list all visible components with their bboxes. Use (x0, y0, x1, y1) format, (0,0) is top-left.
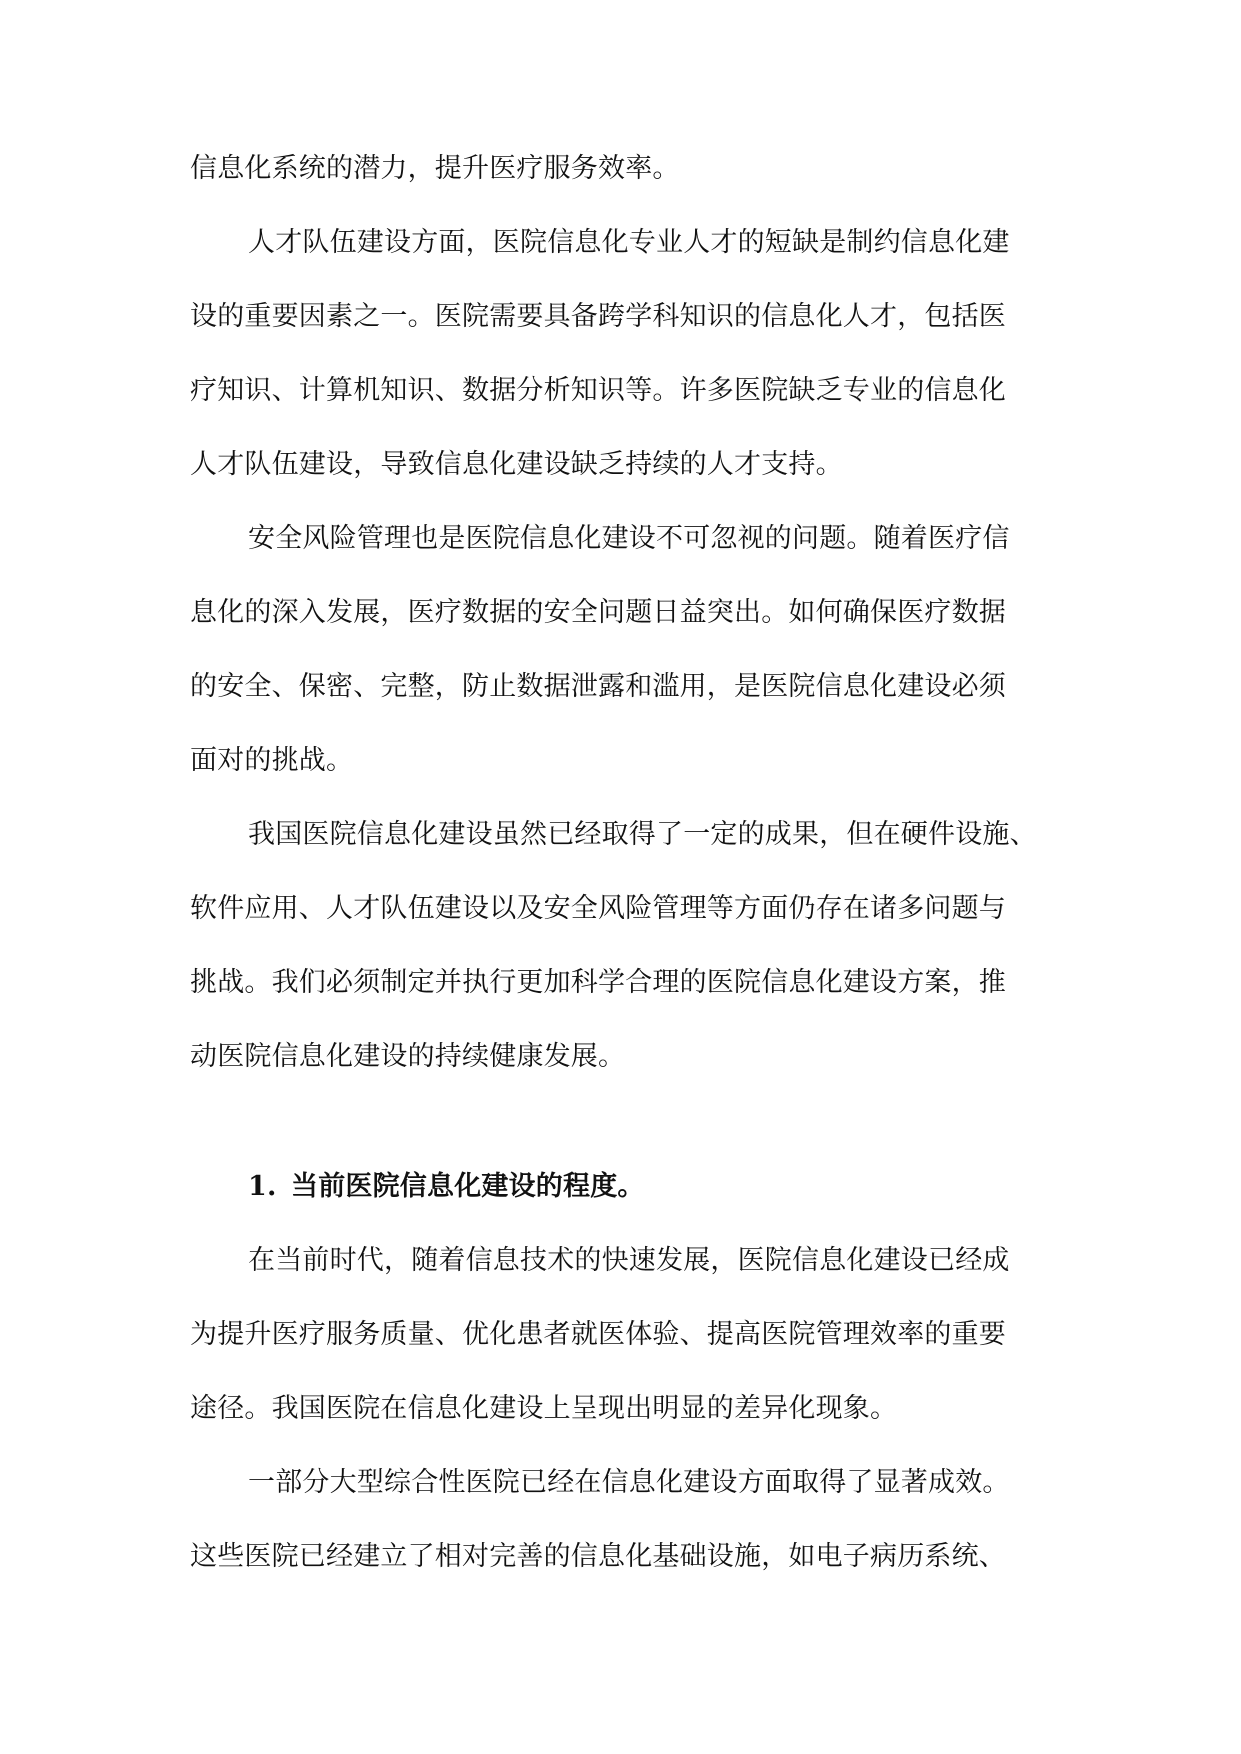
text-line: 的安全、保密、完整，防止数据泄露和滥用，是医院信息化建设必须 (190, 671, 1006, 702)
section-heading (190, 1150, 1058, 1224)
text-line: 信息化系统的潜力，提升医疗服务效率。 (190, 153, 680, 184)
text-line: 人才队伍建设，导致信息化建设缺乏持续的人才支持。 (190, 449, 843, 480)
paragraph (190, 1446, 1058, 1594)
heading-number: 1. (248, 1171, 277, 1202)
paragraph (190, 132, 1058, 206)
paragraph (190, 1224, 1058, 1446)
paragraph (190, 502, 1058, 798)
text-line: 息化的深入发展，医疗数据的安全问题日益突出。如何确保医疗数据 (190, 597, 1006, 628)
text-line: 人才队伍建设方面，医院信息化专业人才的短缺是制约信息化建 (248, 227, 1010, 258)
document-body (190, 132, 1058, 1594)
text-line: 挑战。我们必须制定并执行更加科学合理的医院信息化建设方案，推 (190, 967, 1006, 998)
text-line: 疗知识、计算机知识、数据分析知识等。许多医院缺乏专业的信息化 (190, 375, 1006, 406)
text-line: 我国医院信息化建设虽然已经取得了一定的成果，但在硬件设施、 (248, 819, 1037, 850)
text-line: 软件应用、人才队伍建设以及安全风险管理等方面仍存在诸多问题与 (190, 893, 1006, 924)
text-line: 一部分大型综合性医院已经在信息化建设方面取得了显著成效。 (248, 1467, 1010, 1498)
text-line: 安全风险管理也是医院信息化建设不可忽视的问题。随着医疗信 (248, 523, 1010, 554)
text-line: 这些医院已经建立了相对完善的信息化基础设施，如电子病历系统、 (190, 1541, 1006, 1572)
paragraph (190, 798, 1058, 1094)
text-line: 面对的挑战。 (190, 745, 354, 776)
text-line: 途径。我国医院在信息化建设上呈现出明显的差异化现象。 (190, 1393, 898, 1424)
heading-text: 当前医院信息化建设的程度。 (291, 1171, 645, 1202)
text-line: 设的重要因素之一。医院需要具备跨学科知识的信息化人才，包括医 (190, 301, 1006, 332)
text-line: 在当前时代，随着信息技术的快速发展，医院信息化建设已经成 (248, 1245, 1010, 1276)
text-line: 动医院信息化建设的持续健康发展。 (190, 1041, 626, 1072)
text-line: 为提升医疗服务质量、优化患者就医体验、提高医院管理效率的重要 (190, 1319, 1006, 1350)
paragraph (190, 206, 1058, 502)
